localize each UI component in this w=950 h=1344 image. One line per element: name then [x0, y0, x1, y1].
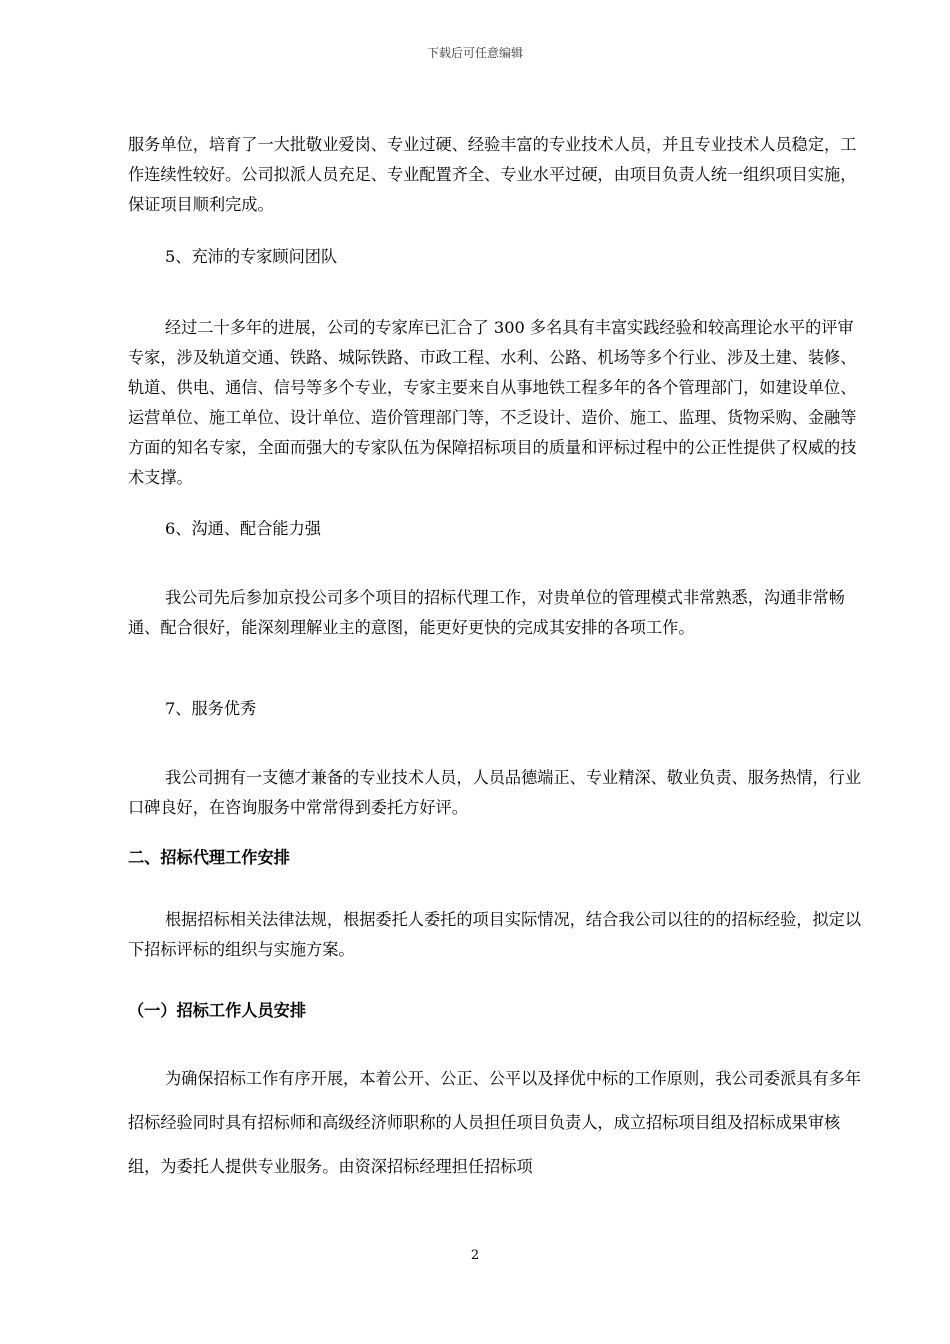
- page-header: 下载后可任意编辑: [426, 46, 523, 60]
- paragraph-bidding-plan: 根据招标相关法律法规，根据委托人委托的项目实际情况，结合我公司以往的的招标经验，拟定以下招标评标的组织与实施方案。: [128, 910, 862, 959]
- section-title-bidding-arrangement: 二、招标代理工作安排: [128, 848, 290, 867]
- paragraph-excellent-service: 我公司拥有一支德才兼备的专业技术人员，人员品德端正、专业精深、敬业负责、服务热情，行业口碑良好，在咨询服务中常常得到委托方好评。: [128, 768, 862, 817]
- page-number: 2: [470, 1248, 480, 1263]
- paragraph-staffing: 为确保招标工作有序开展，本着公开、公正、公平以及择优中标的工作原则，我公司委派具有多年招标经验同时具有招标师和高级经济师职称的人员担任项目负责人，成立招标项目组及招标成果审核组，为委托人提供专业服务。由资深招标经理担任招标项: [128, 1069, 862, 1176]
- paragraph-expert-team: 经过二十多年的进展，公司的专家库已汇合了 300 多名具有丰富实践经验和较高理论水平的评审专家，涉及轨道交通、铁路、城际铁路、市政工程、水利、公路、机场等多个行业、涉及土建、装修、轨道、供电、通信、信号等多个专业，专家主要来自从事地铁工程多年的各个管理部门，如建设单位、运营单位、施工单位、设计单位、造价管理部门等，不乏设计、造价、施工、监理、货物采购、金融等方面的知名专家，全面而强大的专家队伍为保障招标项目的质量和评标过程中的公正性提供了权威的技术支撑。: [128, 318, 857, 487]
- paragraph-service-units: 服务单位，培育了一大批敬业爱岗、专业过硬、经验丰富的专业技术人员，并且专业技术人员稳定，工作连续性较好。公司拟派人员充足、专业配置齐全、专业水平过硬，由项目负责人统一组织项目实施，保证项目顺利完成。: [128, 135, 857, 214]
- heading-expert-team: 5、充沛的专家顾问团队: [165, 247, 338, 266]
- heading-excellent-service: 7、服务优秀: [165, 699, 257, 718]
- heading-communication: 6、沟通、配合能力强: [165, 519, 321, 538]
- subsection-title-staffing: （一）招标工作人员安排: [128, 1001, 307, 1020]
- paragraph-communication: 我公司先后参加京投公司多个项目的招标代理工作，对贵单位的管理模式非常熟悉，沟通非常畅通、配合很好，能深刻理解业主的意图，能更好更快的完成其安排的各项工作。: [128, 588, 845, 637]
